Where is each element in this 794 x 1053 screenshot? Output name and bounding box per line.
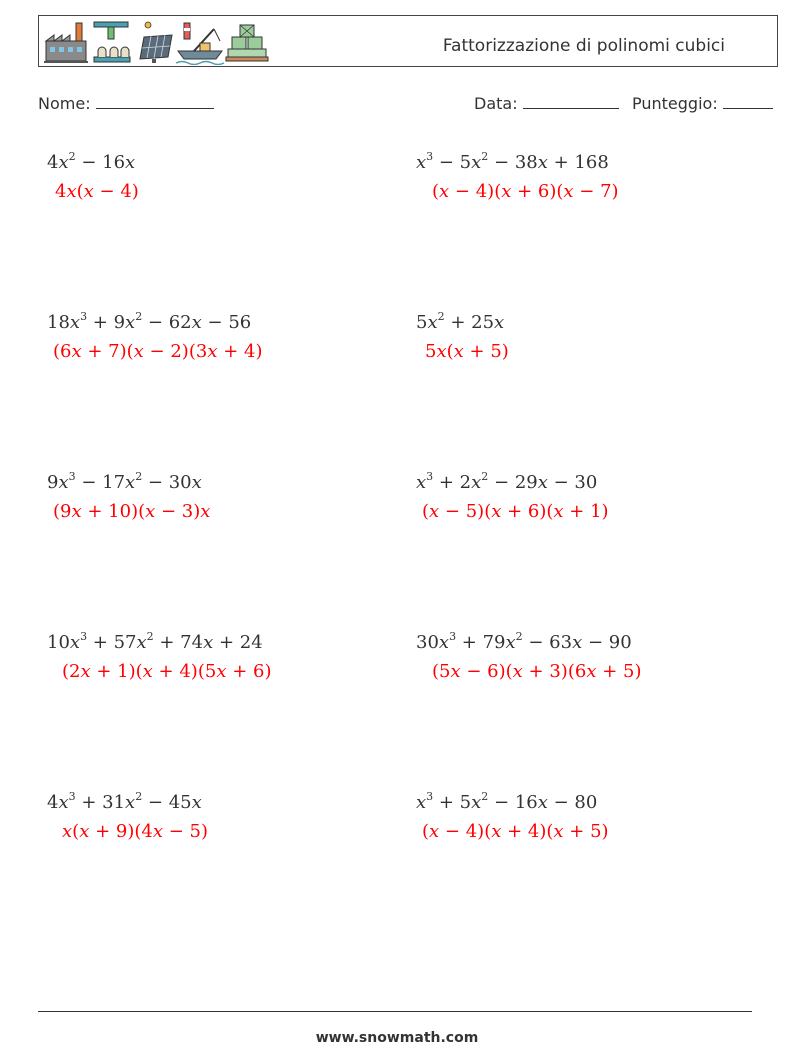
problem-question: $18x^3 + 9x^2 - 62x - 56$ <box>47 310 252 333</box>
name-blank[interactable] <box>96 94 214 109</box>
problem-answer: (x − 4)(x + 4)(x + 5) <box>422 821 609 842</box>
problem-answer: 5x(x + 5) <box>425 341 509 362</box>
problem-question: $9x^3 - 17x^2 - 30x$ <box>47 470 202 493</box>
problem-2 <box>416 150 619 202</box>
problem-question: $x^3 - 5x^2 - 38x + 168$ <box>416 150 609 173</box>
score-field <box>632 94 773 113</box>
problem-7 <box>47 630 271 682</box>
problem-3 <box>47 310 262 362</box>
problem-answer: 4x(x − 4) <box>55 181 139 202</box>
problem-question: $4x^3 + 31x^2 - 45x$ <box>47 790 202 813</box>
problem-question: $x^3 + 2x^2 - 29x - 30$ <box>416 470 598 493</box>
header-illustrations <box>44 19 269 65</box>
date-label: Data: <box>474 94 518 113</box>
crane-ship-icon <box>176 23 224 65</box>
problem-answer: x(x + 9)(4x − 5) <box>62 821 208 842</box>
name-field <box>38 94 214 113</box>
problem-question: $10x^3 + 57x^2 + 74x + 24$ <box>47 630 263 653</box>
problem-answer: (x − 4)(x + 6)(x − 7) <box>432 181 619 202</box>
problem-answer: (6x + 7)(x − 2)(3x + 4) <box>53 341 263 362</box>
problem-10 <box>416 790 609 842</box>
worksheet-header <box>38 15 778 67</box>
problem-question: $5x^2 + 25x$ <box>416 310 505 333</box>
problem-question: $x^3 + 5x^2 - 16x - 80$ <box>416 790 598 813</box>
date-field <box>474 94 619 113</box>
problem-answer: (x − 5)(x + 6)(x + 1) <box>422 501 609 522</box>
footer-divider <box>38 1011 752 1012</box>
problem-answer: (9x + 10)(x − 3)x <box>53 501 211 522</box>
cargo-pallet-icon <box>226 25 268 61</box>
solar-panel-icon <box>140 22 172 63</box>
problem-4 <box>416 310 509 362</box>
problem-1 <box>47 150 139 202</box>
problem-8 <box>416 630 641 682</box>
press-machine-icon <box>94 22 130 62</box>
problem-6 <box>416 470 609 522</box>
problem-5 <box>47 470 210 522</box>
problem-9 <box>47 790 208 842</box>
problem-question: $30x^3 + 79x^2 - 63x - 90$ <box>416 630 632 653</box>
score-blank[interactable] <box>723 94 773 109</box>
footer-url: www.snowmath.com <box>315 1030 479 1046</box>
problem-question: $4x^2 - 16x$ <box>47 150 136 173</box>
score-label: Punteggio: <box>632 94 718 113</box>
worksheet-title: Fattorizzazione di polinomi cubici <box>442 36 725 56</box>
problem-answer: (2x + 1)(x + 4)(5x + 6) <box>62 661 272 682</box>
factory-icon <box>44 23 88 63</box>
date-blank[interactable] <box>523 94 619 109</box>
problem-answer: (5x − 6)(x + 3)(6x + 5) <box>432 661 642 682</box>
name-label: Nome: <box>38 94 91 113</box>
